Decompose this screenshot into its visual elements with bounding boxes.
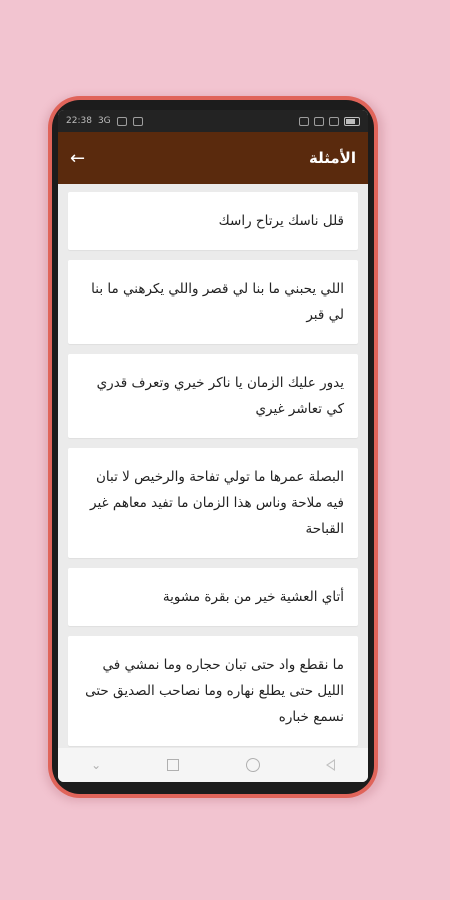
list-item[interactable] — [68, 636, 358, 746]
alarm-icon — [329, 117, 339, 126]
page-title: الأمثلة — [309, 149, 356, 167]
signal-label: 3G — [97, 116, 111, 126]
list-item-text: أتاي العشية خير من بقرة مشوية — [162, 589, 344, 605]
arrow-left-icon[interactable]: ← — [70, 147, 86, 169]
circle-icon[interactable] — [246, 758, 260, 772]
list-item[interactable] — [68, 448, 358, 558]
image-icon — [133, 117, 143, 126]
app-bar — [58, 132, 368, 184]
list-item[interactable] — [68, 568, 358, 626]
status-time: 22:38 — [66, 116, 92, 126]
chevron-down-icon[interactable]: ⌄ — [91, 758, 102, 772]
status-bar — [58, 110, 368, 132]
screen — [58, 110, 368, 782]
phone-bezel — [52, 100, 374, 794]
square-icon[interactable] — [167, 759, 179, 771]
triangle-back-icon[interactable] — [326, 759, 335, 771]
list-item[interactable] — [68, 260, 358, 344]
battery-icon — [344, 117, 360, 126]
list-item[interactable] — [68, 192, 358, 250]
wifi-icon — [314, 117, 324, 126]
system-nav-bar — [58, 748, 368, 782]
eye-icon — [299, 117, 309, 126]
list-item-text: البصلة عمرها ما تولي تفاحة والرخيص لا تبان فيه ملاحة وناس هذا الزمان ما تفيد معاهم غير القباحة — [90, 469, 344, 537]
phone-frame — [48, 96, 378, 798]
list-item-text: يدور عليك الزمان يا ناكر خيري وتعرف قدري كي تعاشر غيري — [96, 375, 344, 417]
list-item-text: ما نقطع واد حتى تبان حجاره وما نمشي في الليل حتى يطلع نهاره وما نصاحب الصديق حتى نسمع خباره — [85, 657, 344, 725]
list-item[interactable] — [68, 354, 358, 438]
notification-icon — [117, 117, 127, 126]
proverb-list[interactable] — [68, 192, 358, 742]
list-item-text: اللي يحبني ما بنا لي قصر واللي يكرهني ما بنا لي قبر — [91, 281, 344, 323]
list-item-text: قلل ناسك يرتاح راسك — [218, 213, 344, 229]
